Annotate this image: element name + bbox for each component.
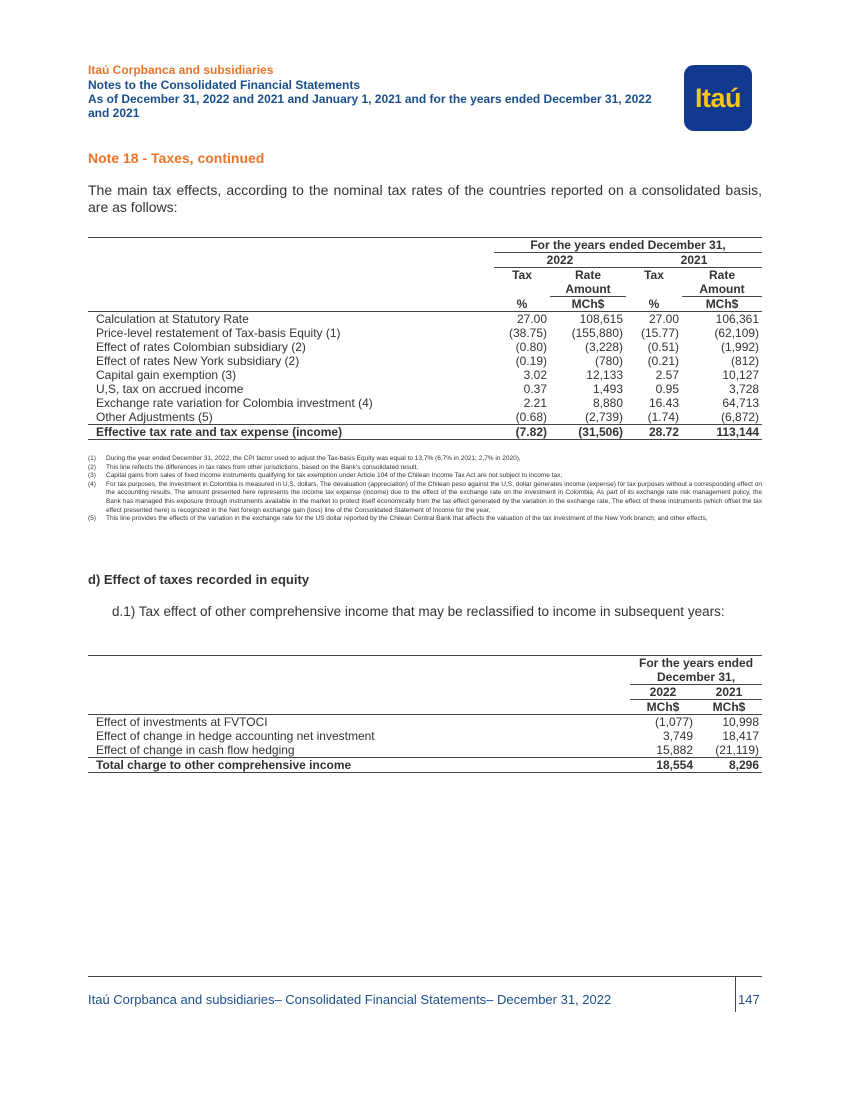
table-row	[88, 729, 762, 743]
footnote-text: Capital gains from sales of fixed income instruments qualifying for tax exemption under Article 104 of the Chilean Income Tax Act are not subject to income tax,	[106, 472, 563, 480]
unit-pct-2021: %	[626, 297, 682, 312]
footnote	[88, 455, 762, 464]
unit-2021: MCh$	[696, 700, 762, 715]
tax-2022: (0.68)	[515, 410, 547, 424]
amount-2022: 8,880	[592, 396, 623, 410]
amount-2021: (812)	[731, 354, 760, 368]
period-header: For the years ended December 31,	[494, 238, 762, 253]
tax-2021: 0.95	[655, 382, 679, 396]
total-amount-2022: (31,506)	[550, 425, 626, 440]
itau-logo	[684, 65, 752, 131]
footnote	[88, 464, 762, 473]
value-2021: (21,119)	[715, 743, 760, 757]
table-row	[88, 368, 762, 382]
table-row	[88, 312, 762, 327]
total-tax-2021: 28.72	[626, 425, 682, 440]
footer-separator	[735, 976, 736, 1012]
amount-2021: (6,872)	[721, 410, 760, 424]
row-label: Effect of investments at FVTOCI	[96, 715, 268, 729]
value-2022: (1,077)	[654, 715, 693, 729]
year-2022-header: 2022	[494, 253, 626, 268]
footnote-number: (4)	[88, 480, 96, 488]
value-2022: 3,749	[662, 729, 693, 743]
amount-2021: 3,728	[729, 382, 760, 396]
tax-2022: (0.19)	[515, 354, 547, 368]
total-label: Effective tax rate and tax expense (income)	[88, 425, 494, 440]
document-header	[88, 63, 688, 120]
total-row	[88, 425, 762, 440]
total-label: Total charge to other comprehensive income	[88, 758, 630, 773]
unit-2022: MCh$	[630, 700, 696, 715]
col-rate-2021: Rate	[709, 268, 736, 282]
notes-title: Notes to the Consolidated Financial Statements	[88, 78, 361, 92]
period-header-2: December 31,	[630, 670, 762, 685]
year-2021-header: 2021	[626, 253, 762, 268]
tax-2021: 2.57	[655, 368, 679, 382]
intro-paragraph: The main tax effects, according to the nominal tax rates of the countries reported on a consolidated basis, are as follows:	[88, 182, 762, 215]
tax-2021: 16.43	[648, 396, 679, 410]
row-label: Exchange rate variation for Colombia investment (4)	[96, 396, 373, 410]
tax-2021: (0.51)	[647, 340, 679, 354]
col-tax-2021: Tax	[644, 268, 664, 282]
amount-2022: (155,880)	[571, 326, 623, 340]
amount-2021: 10,127	[722, 368, 760, 382]
tax-2021: (1.74)	[647, 410, 679, 424]
tax-2022: 27.00	[516, 312, 547, 326]
amount-2022: 12,133	[586, 368, 623, 382]
footnotes	[88, 455, 762, 524]
value-2021: 18,417	[722, 729, 760, 743]
section-d1-heading: d.1) Tax effect of other comprehensive income that may be reclassified to income in subsequent years:	[112, 604, 725, 619]
tax-2022: (0.80)	[515, 340, 547, 354]
row-label: Price-level restatement of Tax-basis Equity (1)	[96, 326, 341, 340]
col-tax-2022: Tax	[512, 268, 532, 282]
amount-2021: (1,992)	[721, 340, 760, 354]
row-label: U,S, tax on accrued income	[96, 382, 244, 396]
table-row	[88, 410, 762, 425]
year-2021-header: 2021	[696, 685, 762, 700]
footer-divider	[88, 976, 762, 977]
table-row	[88, 382, 762, 396]
footnote-number: (1)	[88, 455, 96, 462]
footnote-text: This line provides the effects of the variation in the exchange rate for the US dollar reported by the Chilean Central Bank that affects the valuation of the tax investment of the New York branch; and other effects,	[106, 515, 708, 523]
total-2021: 8,296	[696, 758, 762, 773]
tax-2021: (15.77)	[640, 326, 679, 340]
footnote	[88, 481, 762, 515]
col-rate-2022: Rate	[574, 268, 601, 282]
tax-effects-table	[88, 237, 762, 440]
amount-2022: 1,493	[592, 382, 623, 396]
unit-pct-2022: %	[494, 297, 550, 312]
total-row	[88, 758, 762, 773]
period-header-1: For the years ended	[638, 656, 754, 670]
amount-2021: 64,713	[722, 396, 760, 410]
value-2021: 10,998	[722, 715, 760, 729]
table-row	[88, 396, 762, 410]
row-label: Effect of change in cash flow hedging	[96, 743, 295, 757]
tax-2022: 2.21	[523, 396, 547, 410]
tax-2021: (0.21)	[647, 354, 679, 368]
footnote	[88, 515, 762, 524]
table-row	[88, 715, 762, 730]
col-amount-2021: Amount	[682, 282, 762, 297]
table-row	[88, 326, 762, 340]
year-2022-header: 2022	[630, 685, 696, 700]
logo-text: Itaú	[694, 82, 741, 113]
section-d-heading: d) Effect of taxes recorded in equity	[88, 572, 310, 587]
total-amount-2021: 113,144	[682, 425, 762, 440]
table-row	[88, 340, 762, 354]
footnote	[88, 472, 762, 481]
note-title: Note 18 - Taxes, continued	[88, 150, 265, 166]
period-line-2: and 2021	[88, 106, 140, 120]
amount-2022: (2,739)	[584, 410, 623, 424]
footnote-text: This line reflects the differences in tax rates from other jurisdictions, based on the Bank's consolidated result,	[106, 463, 419, 471]
row-label: Effect of change in hedge accounting net investment	[96, 729, 375, 743]
row-label: Calculation at Statutory Rate	[96, 312, 249, 326]
page-number: 147	[738, 992, 760, 1007]
amount-2022: 108,615	[579, 312, 623, 326]
value-2022: 15,882	[656, 743, 693, 757]
total-2022: 18,554	[630, 758, 696, 773]
col-amount-2022: Amount	[550, 282, 626, 297]
tax-2022: 3.02	[523, 368, 547, 382]
amount-2021: (62,109)	[714, 326, 760, 340]
amount-2022: (780)	[594, 354, 623, 368]
company-name: Itaú Corpbanca and subsidiaries	[88, 63, 274, 77]
row-label: Other Adjustments (5)	[96, 410, 213, 424]
amount-2021: 106,361	[715, 312, 760, 326]
unit-mch-2022: MCh$	[550, 297, 626, 312]
tax-2021: 27.00	[648, 312, 679, 326]
total-tax-2022: (7.82)	[494, 425, 550, 440]
footnote-number: (3)	[88, 472, 96, 480]
footnote-number: (2)	[88, 463, 96, 471]
footnote-text: For tax purposes, the investment in Colombia is measured in U,S, dollars, The devaluation (appreciation) of the Chilean peso against the U,S, dollar generates income (expense) for tax purposes without a corresponding effect on the accounting results, The amount presented here represents the income tax expense (income) due to the effect of the exchange rate on the investment in Colombia, As part of its exchange rate risk management policy, the Bank has managed this exposure through instruments available in the market to protect itself economically from the tax effect generated by the variation in the exchange rate, The effect of these instruments (which offset the tax effect presented here) is recognized in the Net foreign exchange gain (loss) line of the Consolidated Statement of Income for the year,	[106, 480, 762, 514]
row-label: Effect of rates New York subsidiary (2)	[96, 354, 300, 368]
footnote-text: During the year ended December 31, 2022, the CPI factor used to adjust the Tax-basis Equity was equal to 13,7% (6,7% in 2021; 2,7% in 2020),	[106, 455, 521, 462]
unit-mch-2021: MCh$	[682, 297, 762, 312]
footer-text: Itaú Corpbanca and subsidiaries– Consolidated Financial Statements– December 31, 2022	[88, 992, 612, 1007]
table-row	[88, 743, 762, 758]
tax-2022: (38.75)	[508, 326, 547, 340]
period-line-1: As of December 31, 2022 and 2021 and January 1, 2021 and for the years ended December 31, 2022	[88, 92, 652, 106]
row-label: Capital gain exemption (3)	[96, 368, 237, 382]
amount-2022: (3,228)	[584, 340, 623, 354]
footnote-number: (5)	[88, 515, 96, 523]
table-row	[88, 354, 762, 368]
row-label: Effect of rates Colombian subsidiary (2)	[96, 340, 306, 354]
oci-tax-table	[88, 655, 762, 773]
tax-2022: 0.37	[523, 382, 547, 396]
